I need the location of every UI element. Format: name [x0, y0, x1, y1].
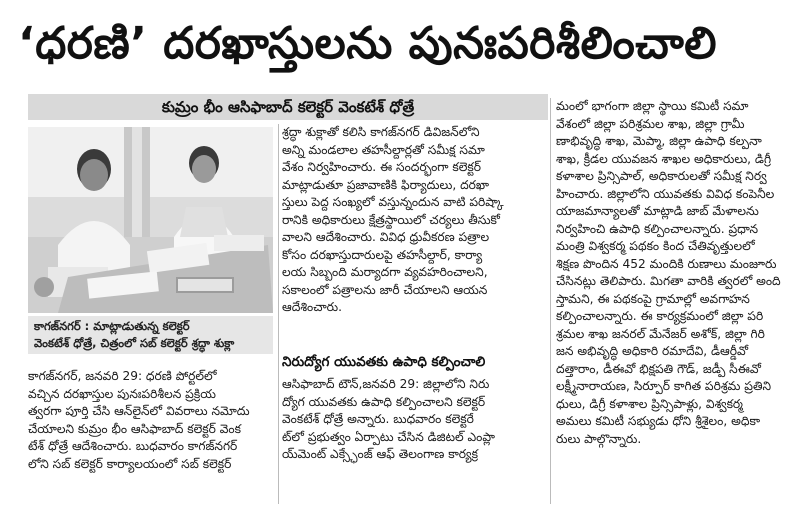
text-line: శాఖ, క్రీడల యువజన శాఖల అధికారులు, డిగ్రీ	[556, 151, 772, 166]
text-line: వాలని ఆదేశించారు. వివిధ ధ్రువీకరణ పత్రాల	[282, 230, 490, 244]
article-column-2b	[282, 376, 544, 464]
text-line: వేశం నిర్వహించారు. ఈ సందర్భంగా కలెక్టర్	[282, 160, 481, 174]
article-column-2	[282, 124, 544, 317]
caption-line: కాగజ్‌నగర్ : మాట్లాడుతున్న కలెక్టర్	[34, 319, 190, 333]
text-line: శ్రమల శాఖ జనరల్ మేనేజర్ అశోక్, జిల్లా గిరి	[556, 326, 765, 341]
section-subtitle: నిరుద్యోగ యువతకు ఉపాధి కల్పించాలి	[282, 354, 486, 370]
text-line: చేయాలని కుమ్రం భీం ఆసిఫాబాద్ కలెక్టర్ వెంక	[28, 421, 241, 436]
text-line: కల్పించాలన్నారు. ఈ కార్యక్రమంలో జిల్లా పరి	[556, 309, 764, 323]
text-line: య్‌మెంట్ ఎక్స్ఛేంజ్ ఆఫ్ తెలంగాణ కార్యక్ర	[282, 447, 478, 461]
text-line: రులు పాల్గొన్నారు.	[556, 431, 642, 446]
text-line: టేశ్ ధోత్రే ఆదేశించారు. బుధవారం కాగజ్‌నగర్	[28, 439, 238, 453]
text-line: చేసినట్లు తెలిపారు. మిగతా వారికి త్వరలో అంది	[556, 274, 781, 288]
text-line: లయ సిబ్బంది మర్యాదగా వ్యవహరించాలని,	[282, 265, 488, 279]
text-line: జన అభివృద్ధి అధికారి రమాదేవి, డీఆర్డీవో	[556, 344, 749, 358]
text-line: వెంకటేశ్ ధోత్రే అన్నారు. బుధవారం కలెక్టరే	[282, 412, 474, 426]
text-line: మంలో భాగంగా జిల్లా స్థాయి కమిటీ సమా	[556, 99, 749, 113]
text-line: కళాశాల ప్రిన్సిపాల్, అధికారులతో సమీక్ష నిర్వ	[556, 169, 767, 183]
text-line: స్తామని, ఈ పథకంపై గ్రామాల్లో అవగాహన	[556, 291, 750, 306]
text-line: వచ్చిన దరఖాస్తుల పునఃపరిశీలన ప్రక్రియ	[28, 386, 216, 401]
text-line: స్తులు పెద్ద సంఖ్యలో వస్తున్నందున వాటి పరిష్కా	[282, 195, 504, 209]
caption-line: వెంకటేశ్ ధోత్రే, చిత్రంలో సబ్ కలెక్టర్ శ్రద్ధా శుక్లా	[34, 336, 235, 350]
text-line: రానికి అధికారులు క్షేత్రస్థాయిలో చర్యలు తీసుకో	[282, 212, 500, 227]
text-line: అమలు కమిటీ సభ్యుడు ధోని శ్రీశైలం, అధికా	[556, 414, 761, 428]
text-line: ట్‌లో ప్రభుత్వం ఏర్పాటు చేసిన డిజిటల్ ఎంప్లా	[282, 429, 495, 444]
article-column-1	[28, 368, 276, 473]
text-line: దత్తారాం, డీఈవో భిక్షపతి గౌడ్, జడ్పీ సీఈవో	[556, 361, 761, 376]
subhead: కుమ్రం భీం ఆసిఫాబాద్ కలెక్టర్ వెంకటేశ్ ధోత్రే	[161, 98, 415, 116]
collector-meeting-photo	[28, 127, 273, 313]
headline: ‘ధరణి’ దరఖాస్తులను పునఃపరిశీలించాలి	[18, 18, 718, 69]
text-line: ద్యోగ యువతకు ఉపాధి కల్పించాలని కలెక్టర్	[282, 394, 486, 409]
text-line: ఆసిఫాబాద్ టౌన్,జనవరి 29: జిల్లాలోని నిరు	[282, 377, 490, 391]
article-column-3	[556, 98, 794, 448]
text-line: త్వరగా పూర్తి చేసి ఆన్‌లైన్‌లో వివరాలు నమోదు	[28, 404, 250, 418]
text-line: ణాభివృద్ధి శాఖ, మెప్మా, జిల్లా ఉపాధి కల్పనా	[556, 134, 762, 148]
text-line: కాగజ్‌నగర్, జనవరి 29: ధరణి పోర్టల్‌లో	[28, 369, 217, 383]
text-line: హించారు. జిల్లాలోని యువతకు వివిధ కంపెనీల	[556, 186, 775, 201]
text-line: నిర్వహించి ఉపాధి కల్పించాలన్నారు. ప్రధాన	[556, 221, 759, 236]
column-divider	[550, 98, 551, 504]
text-line: వేశంలో జిల్లా పరిశ్రమల శాఖ, జిల్లా గ్రామీ	[556, 116, 745, 131]
text-line: కోసం దరఖాస్తుదారులపై తహసీల్దార్, కార్యా	[282, 247, 483, 262]
text-line: శ్రద్ధా శుక్లాతో కలిసి కాగజ్‌నగర్ డివిజన్‌లోని	[282, 125, 480, 139]
text-line: లక్ష్మీనారాయణ, సిర్పూర్ కాగిత పరిశ్రమ ప్రతిని	[556, 379, 772, 393]
text-line: శిక్షణ పొందిన 452 మందికి రుణాలు మంజూరు	[556, 256, 777, 271]
text-line: మంత్రి విశ్వకర్మ పథకం కింద చేతివృత్తులలో	[556, 239, 755, 253]
text-line: ధులు, డిగ్రీ కళాశాల ప్రిన్సిపాళ్లు, విశ్వకర్మ	[556, 396, 743, 411]
column-divider	[278, 124, 279, 504]
news-photo	[28, 127, 273, 313]
text-line: యాజమాన్యాలతో మాట్లాడి జాబ్ మేళాలను	[556, 204, 759, 218]
text-line: సకాలంలో పత్రాలను జారీ చేయాలని ఆయన	[282, 282, 488, 297]
text-line: మాట్లాడుతూ ప్రజావాణికి ఫిర్యాదులు, దరఖా	[282, 177, 490, 192]
text-line: అన్ని మండలాల తహసీల్దార్లతో సమీక్ష సమా	[282, 142, 485, 157]
text-line: ఆదేశించారు.	[282, 300, 342, 314]
text-line: లోని సబ్ కలెక్టర్ కార్యాలయంలో సబ్ కలెక్టర్	[28, 456, 232, 471]
photo-caption	[28, 316, 273, 354]
